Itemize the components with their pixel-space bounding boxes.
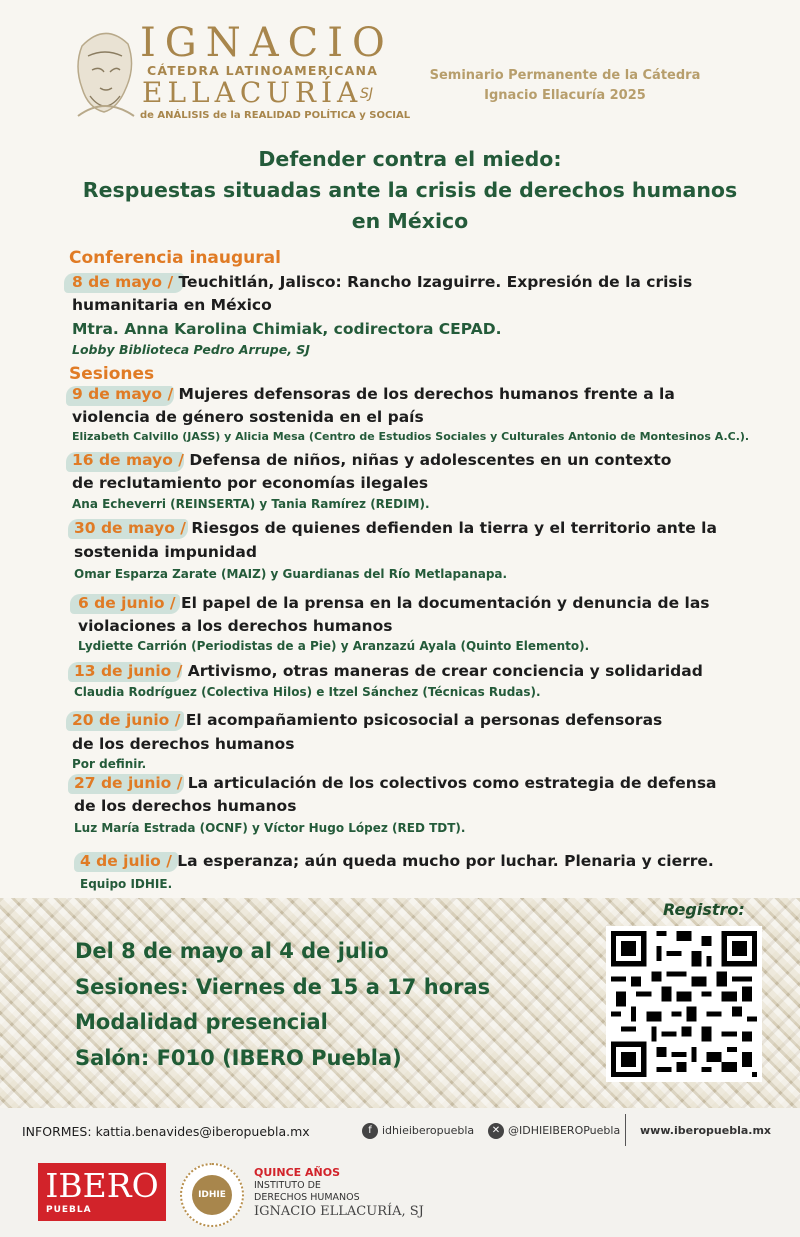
session-date: 30 de mayo / xyxy=(74,519,186,537)
session-date: 27 de junio / xyxy=(74,774,183,792)
session-title: Riesgos de quienes defienden la tierra y el territorio ante la xyxy=(191,519,717,537)
page-title xyxy=(0,144,800,237)
session-date: 4 de julio / xyxy=(80,852,172,870)
session-row xyxy=(80,850,714,872)
session-title: El acompañamiento psicosocial a personas defensoras xyxy=(185,711,663,729)
facebook-icon: f xyxy=(362,1123,378,1139)
title-line1: Defender contra el miedo: xyxy=(258,147,562,171)
session-row xyxy=(78,592,710,614)
instituto-line1: INSTITUTO DE xyxy=(254,1180,321,1191)
qr-code-icon[interactable] xyxy=(606,926,762,1082)
session-speakers: Claudia Rodríguez (Colectiva Hilos) e Itzel Sánchez (Técnicas Rudas). xyxy=(74,685,541,699)
info-dates: Del 8 de mayo al 4 de julio xyxy=(75,939,389,963)
facebook-link[interactable] xyxy=(362,1123,474,1139)
idhie-logo xyxy=(180,1163,244,1227)
seminario-line1: Seminario Permanente de la Cátedra xyxy=(429,68,701,83)
portrait-icon xyxy=(70,26,140,122)
seminario-line2: Ignacio Ellacuría 2025 xyxy=(484,88,646,103)
session-row xyxy=(74,660,703,682)
logo-ellacuria: ELLACURÍA xyxy=(142,76,363,109)
seminario-heading xyxy=(410,66,720,106)
info-room: Salón: F010 (IBERO Puebla) xyxy=(75,1046,402,1070)
inaugural-date: 8 de mayo / xyxy=(72,273,174,291)
session-title-line2: de reclutamiento por economías ilegales xyxy=(72,474,429,492)
informes xyxy=(22,1124,310,1139)
x-handle: @IDHIEIBEROPuebla xyxy=(508,1124,621,1137)
session-speakers: Luz María Estrada (OCNF) y Víctor Hugo López (RED TDT). xyxy=(74,821,466,835)
inaugural-heading: Conferencia inaugural xyxy=(69,248,281,268)
session-row xyxy=(72,709,662,731)
session-title-line2: de los derechos humanos xyxy=(74,797,297,815)
session-speakers: Omar Esparza Zarate (MAIZ) y Guardianas del Río Metlapanapa. xyxy=(74,567,508,581)
ibero-logo-text: IBERO xyxy=(45,1166,159,1205)
session-title-line2: violaciones a los derechos humanos xyxy=(78,617,393,635)
session-speakers: Equipo IDHIE. xyxy=(80,877,173,891)
session-title-line2: de los derechos humanos xyxy=(72,735,295,753)
session-speakers: Elizabeth Calvillo (JASS) y Alicia Mesa (Centro de Estudios Sociales y Culturales Antonio de Montesinos A.C.). xyxy=(72,430,750,443)
session-title: Artivismo, otras maneras de crear conciencia y solidaridad xyxy=(187,662,703,680)
session-date: 16 de mayo / xyxy=(72,451,184,469)
session-date: 6 de junio / xyxy=(78,594,176,612)
informes-label: INFORMES: xyxy=(22,1124,92,1139)
session-date: 9 de mayo / xyxy=(72,385,174,403)
session-row xyxy=(72,383,675,405)
session-title: La esperanza; aún queda mucho por luchar. Plenaria y cierre. xyxy=(177,852,714,870)
info-schedule: Sesiones: Viernes de 15 a 17 horas xyxy=(75,975,491,999)
website-link[interactable]: www.iberopuebla.mx xyxy=(640,1124,772,1137)
instituto-line3: IGNACIO ELLACURÍA, SJ xyxy=(254,1204,424,1219)
session-title-line2: sostenida impunidad xyxy=(74,543,257,561)
session-row xyxy=(74,772,717,794)
inaugural-place: Lobby Biblioteca Pedro Arrupe, SJ xyxy=(72,342,310,357)
inaugural-speaker: Mtra. Anna Karolina Chimiak, codirectora CEPAD. xyxy=(72,320,502,338)
logo-ignacio: IGNACIO xyxy=(140,20,394,66)
inaugural-title-line2: humanitaria en México xyxy=(72,296,272,314)
session-speakers: Lydiette Carrión (Periodistas de a Pie) y Aranzazú Ayala (Quinto Elemento). xyxy=(78,639,590,653)
idhie-logo-text: IDHIE xyxy=(192,1175,232,1215)
session-speakers: Ana Echeverri (REINSERTA) y Tania Ramírez (REDIM). xyxy=(72,497,430,511)
session-title: El papel de la prensa en la documentación y denuncia de las xyxy=(181,594,710,612)
facebook-handle: idhieiberopuebla xyxy=(382,1124,475,1137)
title-line3: en México xyxy=(351,209,469,233)
informes-email[interactable]: kattia.benavides@iberopuebla.mx xyxy=(95,1124,310,1139)
title-line2: Respuestas situadas ante la crisis de derechos humanos xyxy=(82,178,738,202)
inaugural-title xyxy=(72,271,692,293)
footer-divider xyxy=(625,1114,626,1146)
session-title: Mujeres defensoras de los derechos humanos frente a la xyxy=(178,385,675,403)
ibero-logo xyxy=(38,1163,166,1221)
session-title: Defensa de niños, niñas y adolescentes en un contexto xyxy=(189,451,672,469)
logo-tagline: de ANÁLISIS de la REALIDAD POLÍTICA y SOCIAL xyxy=(140,110,411,121)
session-speakers: Por definir. xyxy=(72,757,147,771)
session-title: La articulación de los colectivos como estrategia de defensa xyxy=(187,774,717,792)
logo-sj: SJ xyxy=(360,86,374,102)
quince-anos: QUINCE AÑOS xyxy=(254,1166,340,1179)
x-link[interactable] xyxy=(488,1123,620,1139)
logo-catedra: CÁTEDRA LATINOAMERICANA xyxy=(147,63,379,78)
registro-label: Registro: xyxy=(663,900,745,919)
session-date: 13 de junio / xyxy=(74,662,183,680)
session-date: 20 de junio / xyxy=(72,711,181,729)
instituto-name xyxy=(254,1180,360,1204)
sessions-heading: Sesiones xyxy=(69,364,155,384)
info-modality: Modalidad presencial xyxy=(75,1010,328,1034)
session-row xyxy=(72,449,671,471)
session-row xyxy=(74,517,717,539)
instituto-line2: DERECHOS HUMANOS xyxy=(254,1192,360,1203)
x-icon: ✕ xyxy=(488,1123,504,1139)
session-title-line2: violencia de género sostenida en el país xyxy=(72,408,424,426)
inaugural-title-line1: Teuchitlán, Jalisco: Rancho Izaguirre. Expresión de la crisis xyxy=(178,273,693,291)
ibero-logo-sub: PUEBLA xyxy=(46,1205,92,1215)
